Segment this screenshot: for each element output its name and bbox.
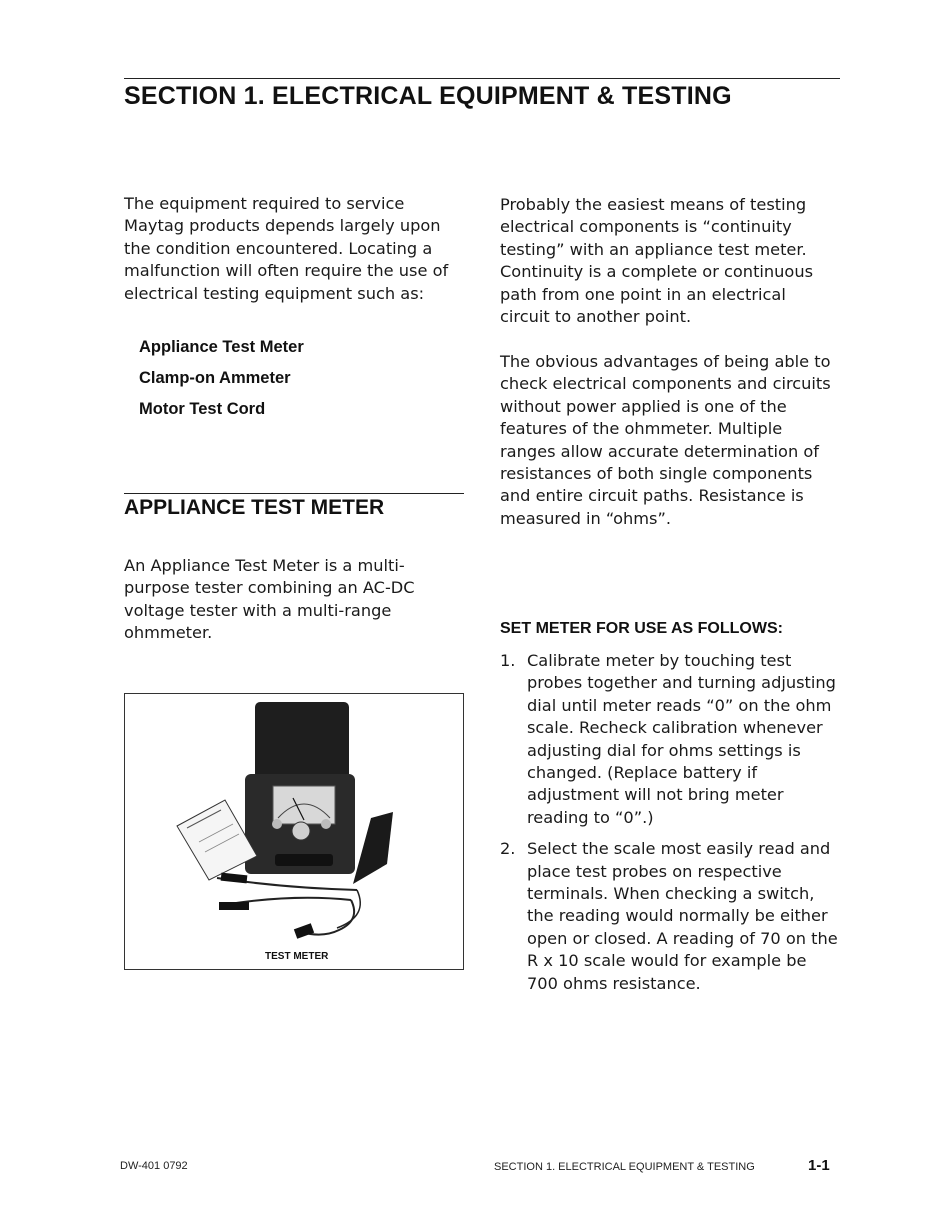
instructions-heading: SET METER FOR USE AS FOLLOWS: [500,620,783,637]
figure-caption: TEST METER [265,951,329,962]
right-column-para1 [500,194,840,328]
page-number: 1-1 [808,1157,830,1174]
meter-description-text: An Appliance Test Meter is a multi-purpose tester combining an AC-DC voltage tester with a multi-range ohmmeter. [124,556,415,643]
continuity-paragraph: Probably the easiest means of testing electrical components is “continuity testing” with an appliance test meter. Continuity is a complete or continuous path from one point in an electrical circuit to another point. [500,195,814,327]
test-meter-photo [125,694,463,956]
probe-clip [219,902,249,910]
instruction-step [500,650,840,829]
step-number: 2. [500,839,516,859]
title-rule [124,78,840,79]
intro-text: The equipment required to service Maytag products depends largely upon the condition encountered. Locating a malfunction will often require the use of electrical testing equipment such as: [124,194,449,303]
step-text: Calibrate meter by touching test probes together and turning adjusting dial until meter reads “0” on the ohm scale. Recheck calibration whenever adjusting dial for ohms settings is changed. (Replace battery if adjustment will not bring meter reading to “0”.) [527,651,836,827]
section-title: SECTION 1. ELECTRICAL EQUIPMENT & TESTING [124,82,732,110]
subheading: APPLIANCE TEST METER [124,496,385,519]
subheading-rule [124,493,464,494]
meter-face [273,786,335,824]
footer-doc-code: DW-401 0792 [120,1160,188,1172]
right-column-para2 [500,351,840,530]
probe-clip [294,923,314,939]
test-meter-figure [124,693,464,970]
footer-section-label: SECTION 1. ELECTRICAL EQUIPMENT & TESTING [494,1161,755,1173]
probe-clip [221,873,248,884]
intro-paragraph [124,193,469,305]
equipment-list [139,338,439,431]
probe-pouch [353,812,393,884]
meter-description [124,555,444,645]
equipment-item: Motor Test Cord [139,400,266,418]
step-number: 1. [500,651,516,670]
ohmmeter-paragraph: The obvious advantages of being able to check electrical components and circuits without power applied is one of the features of the ohmmeter. Multiple ranges allow accurate determination of resistances of both single components and entire circuit paths. Resistance is measured in “ohms”. [500,352,831,528]
equipment-item: Appliance Test Meter [139,338,304,356]
meter-handle [275,854,333,866]
step-text: Select the scale most easily read and place test probes on respective terminals. When checking a switch, the reading would normally be either open or closed. A reading of 70 on the R x 10 scale would for example be 700 ohms resistance. [527,839,838,993]
instruction-step [500,838,840,995]
instructions-list [500,650,840,1004]
equipment-item: Clamp-on Ammeter [139,369,291,387]
meter-dial [292,822,310,840]
